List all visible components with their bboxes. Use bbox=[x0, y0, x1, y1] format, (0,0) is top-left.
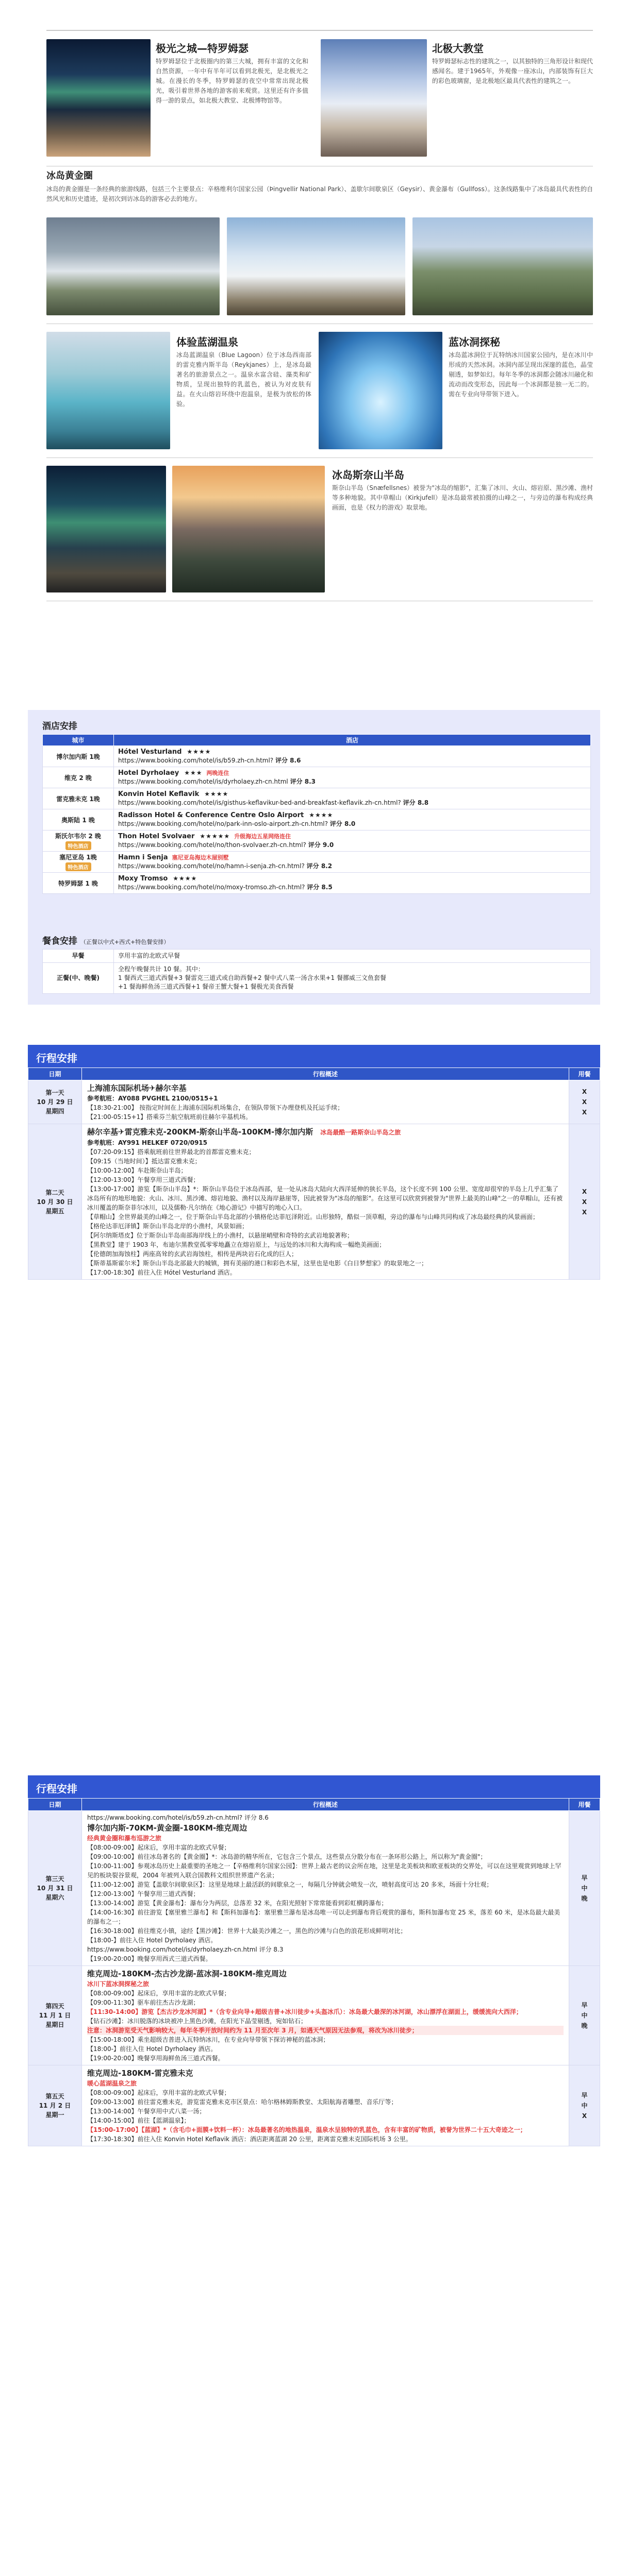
meal-subtitle: （正餐以中式+西式+特色餐安排） bbox=[80, 939, 170, 945]
hotel-name: Thon Hotel Svolvaer bbox=[118, 833, 195, 840]
meal-section-title bbox=[42, 934, 169, 946]
day-number: 第二天 bbox=[45, 1189, 64, 1196]
meal-text: 享用丰富的北欧式早餐 bbox=[114, 950, 591, 963]
hotel-section-title: 酒店安排 bbox=[42, 721, 77, 732]
day-date: 10 月 30 日 bbox=[37, 1198, 73, 1206]
itinerary-title: 行程安排 bbox=[28, 1045, 600, 1067]
aurora-photo bbox=[46, 39, 151, 157]
geyser-photo bbox=[227, 217, 405, 315]
hotel-city bbox=[43, 831, 114, 852]
table-row bbox=[43, 746, 591, 767]
day-number: 第五天 bbox=[45, 2093, 64, 2100]
church-title: 北极大教堂 bbox=[432, 42, 484, 55]
city-label: 维克 2 晚 bbox=[64, 774, 92, 782]
booking-link[interactable]: https://www.booking.com/hotel/is/gisthus-keflavikur-bed-and-breakfast-keflavik.zh-cn.html? bbox=[118, 799, 401, 806]
col-date: 日期 bbox=[28, 1068, 82, 1080]
route: 博尔加内斯-70KM-黄金圈-180KM-维克周边 bbox=[87, 1823, 247, 1833]
line: 【11:30-14:00】游览【杰古沙龙冰河湖】*（含专业向导+超级吉普+冰川徒步+头盔冰爪）：冰岛最大最深的冰河湖，冰山漂浮在湖面上，缓缓流向大西洋； bbox=[87, 2008, 522, 2015]
hotel-link[interactable]: https://www.booking.com/hotel/is/dyrholaey.zh-cn.html 评分 8.3 bbox=[87, 1946, 284, 1953]
hotel-name: Moxy Tromso bbox=[118, 875, 168, 883]
meal-cell: 早 中 晚 bbox=[569, 1966, 600, 2065]
table-row bbox=[43, 963, 591, 994]
line: 【18:30-21:00】 按指定时间在上海浦东国际机场集合，在领队带领下办理登机及托运手续； bbox=[87, 1104, 344, 1111]
line: 【14:00-16:30】前往游览【塞里雅兰瀑布】和【斯科加瀑布】：塞里雅兰瀑布是冰岛唯一可以走到瀑布背后观赏的瀑布，斯科加瀑布宽 25 米，落差 60 米，是冰岛最大最美的瀑布之一； bbox=[87, 1909, 560, 1925]
day-date: 10 月 29 日 bbox=[37, 1098, 73, 1106]
hotel-name: Hotel Dyrholaey bbox=[118, 769, 179, 777]
day-cell bbox=[28, 1966, 82, 2065]
line: 【18:00-】前往入住 Hotel Dyrholaey 酒店。 bbox=[87, 1937, 217, 1944]
booking-link[interactable]: https://www.booking.com/hotel/is/dyrholaey.zh-cn.html bbox=[118, 778, 288, 785]
route-text: 赫尔辛基✈雷克雅未克-200KM-斯奈山半岛-100KM-博尔加内斯 bbox=[87, 1127, 313, 1137]
hotel-name: Konvin Hotel Keflavik bbox=[118, 790, 200, 798]
line: 【09:15（当地时间）】抵达雷克雅未克； bbox=[87, 1158, 201, 1165]
day-date: 11 月 2 日 bbox=[39, 2102, 71, 2109]
day-cell bbox=[28, 1080, 82, 1124]
itinerary-table-2 bbox=[28, 1798, 600, 2146]
line: 【10:00-12:00】车赴斯奈山半岛； bbox=[87, 1167, 187, 1174]
line: 【13:00-14:00】午餐享用中式八菜一汤； bbox=[87, 2108, 206, 2115]
blue-lagoon-photo bbox=[46, 332, 170, 449]
col-desc: 行程概述 bbox=[82, 1068, 569, 1080]
line: 【13:00-14:00】游览【黄金瀑布】：瀑布分为两层，总落差 32 米，在阳光照射下常常能看到彩虹横跨瀑布； bbox=[87, 1900, 388, 1907]
meal-title: 餐食安排 bbox=[42, 936, 77, 946]
city-label: 博尔加内斯 1晚 bbox=[56, 753, 100, 760]
line: 【钻石沙滩】：冰川脱落的冰块被冲上黑色沙滩，在阳光下晶莹剔透，宛如钻石； bbox=[87, 2018, 307, 2025]
day-weekday: 星期六 bbox=[45, 1894, 64, 1901]
meal-label: 正餐(中、晚餐) bbox=[43, 963, 114, 994]
line: 【10:00-11:00】参观冰岛历史上最重要的圣地之一【辛格维利尔国家公园】：世界上最古老的议会所在地，这里是北美板块和欧亚板块的交界处，可以在这里观赏到地球上罕见的板块裂谷景观，2004 年被列入联合国教科文组织世界遗产名录； bbox=[87, 1862, 561, 1879]
star-rating: ★★★★ bbox=[187, 748, 211, 755]
route-note: 冰川下蓝冰洞探秘之旅 bbox=[87, 1980, 150, 1988]
line: 【黑教堂】建于 1903 年，布迪尔黑教堂孤零零地矗立在熔岩原上，与远处的冰川和大海构成一幅绝美画面； bbox=[87, 1241, 386, 1248]
col-meal: 用餐 bbox=[569, 1799, 600, 1811]
day-cell bbox=[28, 1124, 82, 1280]
line: 【09:00-13:00】前往雷克雅未克，游览雷克雅未克市区景点：哈尔格林姆斯教堂、太阳航海者雕塑、音乐厅等； bbox=[87, 2098, 398, 2106]
col-date: 日期 bbox=[28, 1799, 82, 1811]
line: 【15:00-17:00】【蓝湖】*（含毛巾+面膜+饮料一杯）：冰岛最著名的地热温泉，温泉水呈独特的乳蓝色，含有丰富的矿物质，被誉为世界二十五大奇迹之一； bbox=[87, 2126, 526, 2133]
table-row bbox=[43, 873, 591, 894]
upgrade-note: 两晚连住 bbox=[206, 770, 229, 776]
line: 【阿尔纳斯塔皮】位于斯奈山半岛南部海岸线上的小渔村，以悬崖峭壁和奇特的玄武岩地貌著称； bbox=[87, 1232, 354, 1239]
day-weekday: 星期五 bbox=[45, 1207, 64, 1215]
meal-cell: X X X bbox=[569, 1124, 600, 1280]
day-weekday: 星期一 bbox=[45, 2111, 64, 2119]
day-cell bbox=[28, 2065, 82, 2146]
golden-title: 冰岛黄金圈 bbox=[46, 171, 93, 181]
ice-cave-photo bbox=[319, 332, 442, 449]
table-row bbox=[43, 767, 591, 788]
hotel-name: Hamn i Senja bbox=[118, 854, 168, 861]
route bbox=[87, 1126, 564, 1138]
lagoon-text: 冰岛蓝湖温泉（Blue Lagoon）位于冰岛西南部的雷克雅内斯半岛（Reykjanes）上，是冰岛最著名的旅游景点之一。温泉水富含硅、藻类和矿物质，呈现出独特的乳蓝色，被认为对皮肤有益。在火山熔岩环绕中泡温泉，是极为放松的体验。 bbox=[176, 351, 311, 408]
hotel-name: Hótel Vesturland bbox=[118, 748, 182, 756]
line: 【08:00-09:00】起床后，享用丰富的北欧式早餐； bbox=[87, 1990, 230, 1997]
day-number: 第四天 bbox=[45, 2003, 64, 2010]
hotel-info bbox=[114, 746, 591, 767]
meal-table bbox=[42, 949, 591, 994]
hotel-table bbox=[42, 734, 591, 894]
line: 【13:00-17:00】游览【斯奈山半岛】*：斯奈山半岛位于冰岛西部，是一处从冰岛大陆向大西洋延伸的狭长半岛，这个长度不到 100 公里、宽度却很窄的半岛上几乎汇集了冰岛所有的地形地貌：火山、冰川、黑沙滩、熔岩地貌、渔村以及海岸悬崖等，因此被誉为"冰岛的缩影"。在这里可以欣赏到被誉为"世界上最美的山峰"之一的草帽山，还有被冰川覆盖的斯奈菲尔冰川，以及儒勒·凡尔纳在《地心游记》中描写的地心入口。 bbox=[87, 1185, 563, 1211]
day-body bbox=[82, 2065, 569, 2146]
booking-link[interactable]: https://www.booking.com/hotel/no/thon-svolvaer.zh-cn.html? bbox=[118, 841, 306, 849]
hotel-city bbox=[43, 746, 114, 767]
line: 【草帽山】全世界最美的山峰之一，位于斯奈山半岛北部的小镇格伦达菲厄泽附近。山形独特，酷似一顶草帽，旁边的瀑布与山峰共同构成了冰岛最经典的风景画面； bbox=[87, 1213, 539, 1221]
day-date: 10 月 31 日 bbox=[37, 1885, 73, 1892]
col-desc: 行程概述 bbox=[82, 1799, 569, 1811]
day-row bbox=[28, 2065, 600, 2146]
review-score: 评分 8.0 bbox=[329, 820, 356, 827]
col-hotel: 酒店 bbox=[114, 735, 591, 746]
hotel-link[interactable]: https://www.booking.com/hotel/is/b59.zh-cn.html? 评分 8.6 bbox=[87, 1814, 269, 1821]
line: 【14:00-15:00】前往【蓝湖温泉】； bbox=[87, 2117, 190, 2124]
hotel-info bbox=[114, 809, 591, 831]
hotel-city bbox=[43, 767, 114, 788]
line: 【18:00-】前往入住 Hotel Dyrholaey 酒店。 bbox=[87, 2045, 217, 2053]
day-row bbox=[28, 1124, 600, 1280]
review-score: 评分 9.0 bbox=[308, 841, 334, 849]
day-weekday: 星期四 bbox=[45, 1108, 64, 1115]
hotel-info bbox=[114, 873, 591, 894]
line: 【19:00-20:00】晚餐享用西式三道式西餐。 bbox=[87, 1955, 212, 1962]
day-date: 11 月 1 日 bbox=[39, 2012, 71, 2019]
day-body bbox=[82, 1080, 569, 1124]
star-rating: ★★★★ bbox=[309, 811, 334, 819]
city-label: 特罗姆瑟 1 晚 bbox=[58, 879, 98, 887]
route-note: 经典黄金圈和瀑布巡游之旅 bbox=[87, 1835, 162, 1842]
hotel-info bbox=[114, 767, 591, 788]
hotel-info bbox=[114, 852, 591, 873]
star-rating: ★★★★★ bbox=[200, 833, 230, 840]
review-score: 评分 8.5 bbox=[307, 884, 333, 891]
booking-link[interactable]: https://www.booking.com/hotel/is/b59.zh-cn.html? bbox=[118, 757, 274, 764]
line: 【07:20-09:15】搭乘航班前往世界最北的首都雷克雅未克； bbox=[87, 1148, 255, 1156]
golden-text: 冰岛的黄金圈是一条经典的旅游线路，包括三个主要景点：辛格维利尔国家公园（Þingvellir National Park）、盖歇尔间歇泉区（Geysir）、黄金瀑布（Gullfoss）。这条线路集中了冰岛最具代表性的自然风光和历史遗迹，是初次到访冰岛的游客必去的地方。 bbox=[46, 185, 593, 202]
itinerary-table-1 bbox=[28, 1067, 600, 1280]
line: 【16:30-18:00】前往维克小镇，途经【黑沙滩】：世界十大最美沙滩之一，黑色的沙滩与白色的浪花形成鲜明对比； bbox=[87, 1927, 407, 1935]
city-label: 塞尼亚岛 1晚 bbox=[59, 854, 97, 861]
line: 【格伦达菲厄泽镇】斯奈山半岛北岸的小渔村，风景如画； bbox=[87, 1223, 249, 1230]
line: 【21:00-05:15+1】搭乘芬兰航空航班前往赫尔辛基机场。 bbox=[87, 1113, 252, 1121]
booking-link[interactable]: https://www.booking.com/hotel/no/park-inn-oslo-airport.zh-cn.html? bbox=[118, 820, 328, 827]
waterfall-photo bbox=[46, 217, 220, 315]
meal-cell: X X X bbox=[569, 1080, 600, 1124]
col-meal: 用餐 bbox=[569, 1068, 600, 1080]
upgrade-note: 塞尼亚岛海边木屋别墅 bbox=[172, 854, 229, 861]
day-row bbox=[28, 1966, 600, 2065]
itinerary-title: 行程安排 bbox=[28, 1775, 600, 1798]
review-score: 评分 8.6 bbox=[275, 757, 301, 764]
icecave-text: 冰岛蓝冰洞位于瓦特纳冰川国家公园内，是在冰川中形成的天然冰洞。冰洞内部呈现出深邃的蓝色，晶莹剔透，如梦如幻。每年冬季的冰洞都会随冰川融化和流动而改变形态，因此每一个冰洞都是独一无二的。需在专业向导带领下进入。 bbox=[449, 351, 593, 398]
day-body bbox=[82, 1966, 569, 2065]
kirk-text: 斯奈山半岛（Snæfellsnes）被誉为"冰岛的缩影"，汇集了冰川、火山、熔岩原、黑沙滩、渔村等多种地貌。其中草帽山（Kirkjufell）是冰岛最常被拍摄的山峰之一，与旁边的瀑布构成经典画面，也是《权力的游戏》取景地。 bbox=[332, 484, 593, 511]
canyon-photo bbox=[412, 217, 593, 315]
table-row bbox=[43, 852, 591, 873]
line: 【17:30-18:30】前往入住 Konvin Hotel Keflavik 酒店：酒店距离蓝湖 20 公里，距离雷克雅未克国际机场 3 公里。 bbox=[87, 2136, 412, 2143]
star-rating: ★★★ bbox=[184, 769, 203, 776]
notice: 注意：冰洞游览受天气影响较大，每年冬季开放时间约为 11 月至次年 3 月，如遇天气原因无法参观，将改为冰川徒步； bbox=[87, 2026, 564, 2035]
kirk-title: 冰岛斯奈山半岛 bbox=[332, 469, 404, 481]
flight-info: 参考航班：AY991 HELKEF 0720/0915 bbox=[87, 1139, 207, 1146]
day-number: 第三天 bbox=[45, 1875, 64, 1883]
col-city: 城市 bbox=[43, 735, 114, 746]
feature-badge: 特色酒店 bbox=[65, 841, 91, 850]
route: 维克周边-180KM-雷克雅未克 bbox=[87, 2069, 193, 2078]
church-photo bbox=[321, 39, 427, 157]
day-body bbox=[82, 1124, 569, 1280]
day-row bbox=[28, 1811, 600, 1966]
table-row bbox=[43, 788, 591, 809]
hotel-city bbox=[43, 873, 114, 894]
meal-cell: 早 中 X bbox=[569, 2065, 600, 2146]
table-row bbox=[43, 809, 591, 831]
hotel-name: Radisson Hotel & Conference Centre Oslo Airport bbox=[118, 811, 304, 819]
flight-info: 参考航班：AY088 PVGHEL 2100/0515+1 bbox=[87, 1095, 218, 1102]
top-divider bbox=[46, 30, 593, 31]
lagoon-title: 体验蓝湖温泉 bbox=[176, 336, 238, 348]
day-weekday: 星期日 bbox=[45, 2021, 64, 2028]
route: 维克周边-180KM-杰古沙龙湖-蓝冰洞-180KM-维克周边 bbox=[87, 1969, 287, 1978]
line: 【09:00-10:00】前往冰岛著名的【黄金圈】*：冰岛游的精华所在，它包含三个景点，这些景点分散分布在一条环形公路上，所以称为"黄金圈"； bbox=[87, 1853, 487, 1860]
meal-label: 早餐 bbox=[43, 950, 114, 963]
hotel-city bbox=[43, 788, 114, 809]
church-text: 特罗姆瑟标志性的建筑之一，以其独特的三角形设计和现代感闻名。建于1965年，外观像一座冰山，内部装饰有巨大的彩色玻璃窗，是北极地区最具代表性的建筑之一。 bbox=[432, 58, 593, 84]
aurora-text: 特罗姆瑟位于北极圈内的第三大城，拥有丰富的文化和自然资源，一年中有半年可以看到北极光，是北极光之城。在漫长的冬季，特罗姆瑟的夜空中常常出现北极光，吸引着世界各地的游客前来观赏。这里还有许多值得一游的景点，如北极大教堂、北极博物馆等。 bbox=[156, 58, 308, 104]
line: 【17:00-18:30】前往入住 Hótel Vesturland 酒店。 bbox=[87, 1269, 236, 1276]
review-score: 评分 8.3 bbox=[290, 778, 316, 785]
route: 上海浦东国际机场✈赫尔辛基 bbox=[87, 1083, 187, 1093]
day-cell bbox=[28, 1811, 82, 1966]
route-note: 暖心蓝湖温泉之旅 bbox=[87, 2080, 137, 2087]
review-score: 评分 8.8 bbox=[403, 799, 429, 806]
day-body bbox=[82, 1811, 569, 1966]
hotel-info bbox=[114, 788, 591, 809]
star-rating: ★★★★ bbox=[204, 790, 229, 798]
booking-link[interactable]: https://www.booking.com/hotel/no/hamn-i-senja.zh-cn.html? bbox=[118, 862, 305, 870]
line: 【11:00-12:00】游览【盖歇尔间歇泉区】：这里是地球上最活跃的间歇泉之一，每隔几分钟就会喷发一次，喷射高度可达 20 多米，场面十分壮观； bbox=[87, 1881, 493, 1888]
city-label: 斯沃尔韦尔 2 晚 bbox=[55, 833, 101, 840]
meal-text: 全程午晚餐共计 10 餐。其中： 1 餐西式三道式西餐+3 餐雷克三道式或自助西餐+2 餐中式八菜一汤含水果+1 餐挪威三文鱼套餐 +1 餐海鲜鱼汤三道式西餐+1 餐帝王蟹大餐+1 餐极光美食西餐 bbox=[114, 963, 591, 994]
line: 【12:00-13:00】午餐享用三道式西餐； bbox=[87, 1890, 200, 1897]
line: 【斯蒂基斯霍尔米】斯奈山半岛北部最大的城镇，拥有美丽的港口和彩色木屋，这里也是电影《白日梦想家》的取景地之一； bbox=[87, 1260, 428, 1267]
day-row bbox=[28, 1080, 600, 1124]
booking-link[interactable]: https://www.booking.com/hotel/no/moxy-tromso.zh-cn.html? bbox=[118, 884, 305, 891]
hotel-info bbox=[114, 831, 591, 852]
upgrade-note: 升级海边五星网络连住 bbox=[234, 833, 291, 840]
line: 【15:00-18:00】乘坐超级吉普进入瓦特纳冰川，在专业向导带领下探访神秘的蓝冰洞； bbox=[87, 2036, 329, 2043]
star-rating: ★★★★ bbox=[173, 875, 197, 882]
line: 【08:00-09:00】起床后，享用丰富的北欧式早餐； bbox=[87, 2089, 230, 2096]
line: 【09:00-11:30】驱车前往杰古沙龙湖； bbox=[87, 1999, 200, 2006]
review-score: 评分 8.2 bbox=[306, 862, 333, 870]
line: 【伦德朗加海蚀柱】两座高耸的玄武岩海蚀柱，相传是两块岩石化成的巨人； bbox=[87, 1250, 298, 1258]
table-row bbox=[43, 950, 591, 963]
line: 【12:00-13:00】午餐享用三道式西餐； bbox=[87, 1176, 200, 1183]
line: 【08:00-09:00】起床后，享用丰富的北欧式早餐； bbox=[87, 1844, 230, 1851]
day-number: 第一天 bbox=[45, 1089, 64, 1096]
divider bbox=[46, 457, 593, 458]
icecave-title: 蓝冰洞探秘 bbox=[449, 336, 500, 348]
route-note: 冰岛最酷一路斯奈山半岛之旅 bbox=[320, 1129, 401, 1136]
table-row bbox=[43, 831, 591, 852]
aurora-title: 极光之城—特罗姆瑟 bbox=[156, 42, 249, 55]
kirkjufell-aurora-photo bbox=[46, 466, 166, 592]
line: 【19:00-20:00】晚餐享用海鲜鱼汤三道式西餐。 bbox=[87, 2055, 224, 2062]
city-label: 奥斯陆 1 晚 bbox=[61, 816, 95, 824]
hotel-city bbox=[43, 852, 114, 873]
feature-badge: 特色酒店 bbox=[65, 862, 91, 871]
city-label: 雷克雅未克 1晚 bbox=[56, 795, 100, 803]
kirkjufell-sunset-photo bbox=[172, 466, 325, 592]
hotel-city bbox=[43, 809, 114, 831]
meal-cell: 早 中 晚 bbox=[569, 1811, 600, 1966]
